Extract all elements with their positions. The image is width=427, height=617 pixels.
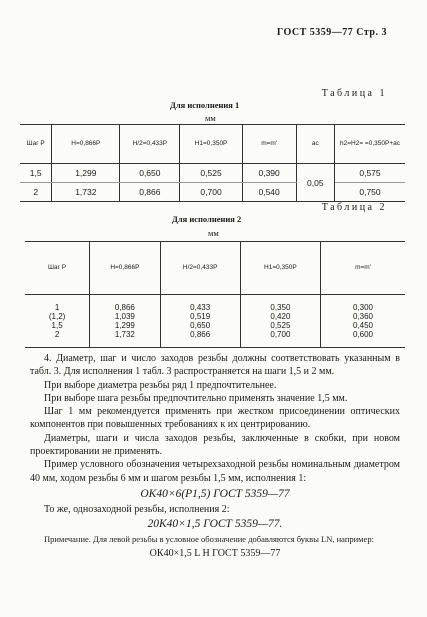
paragraph-4: 4. Диаметр, шаг и число заходов резьбы должны соответствовать указанным в табл. 3. Для исполнения 1 табл. 3 распространяется на шаги 1,5 и 2 мм. [30,353,400,378]
table-row [20,183,405,202]
note: Примечание. Для левой резьбы в условное обозначение добавляются буквы LN, например: [44,533,374,544]
table-cell: 0,866 1,039 1,299 1,732 [90,295,160,348]
paragraph: Диаметры, шаги и числа заходов резьбы, заключенные в скобки, при новом проектировании не применять. [30,432,400,458]
table-row [20,164,405,183]
paragraph: При выборе шага резьбы предпочтительно применять значение 1,5 мм. [44,392,348,404]
table1-unit: мм [205,113,216,123]
table-cell: 0,866 [120,183,180,202]
table1-header-cell: H/2=0,433P [120,125,180,164]
table1-header-cell: m=m' [242,125,296,164]
table-cell: 0,525 [180,164,242,183]
table1-header-cell: h2=H2= =0,350P+ac [335,125,406,164]
paragraph-example: Пример условного обозначения четырехзаходной резьбы номинальным диаметром 40 мм, ходом резьбы 6 мм и шагом резьбы 1,5 мм, исполнения 1: [30,459,400,484]
paragraph: При выборе диаметра резьбы ряд 1 предпочтительнее. [44,379,277,391]
table1-caption: Таблица 1 [321,88,387,99]
designation-formula-3: ОК40×1,5 L Н ГОСТ 5359—77 [149,547,281,559]
table-cell: 1,5 [20,164,52,183]
designation-formula-2: 20К40×1,5 ГОСТ 5359—77. [147,517,283,530]
table2-caption: Таблица 2 [321,202,387,213]
table1-header-cell: Шаг P [20,125,52,164]
body-text [30,352,400,560]
table2-header-cell: m=m' [321,242,405,295]
table-cell: 0,750 [335,183,406,202]
table2-header-cell: H=0,866P [90,242,160,295]
table1 [20,124,405,202]
table-cell: 0,350 0,420 0,525 0,700 [240,295,320,348]
table-cell: 1,732 [52,183,120,202]
table2-header-cell: H/2=0,433P [160,242,240,295]
table1-header-cell: ac [296,125,334,164]
table2-unit: мм [208,228,219,238]
table2-header-cell: Шаг P [25,242,90,295]
paragraph: Шаг 1 мм рекомендуется применять при жестком присоединении оптических компонентов при повышенных требованиях к их центрированию. [30,406,400,431]
table1-header-cell: H1=0,350P [180,125,242,164]
table-cell: 1,299 [52,164,120,183]
table1-header-row [20,125,405,164]
table-cell: 0,540 [242,183,296,202]
table-cell: 1 (1,2) 1,5 2 [25,295,90,348]
table2-header-row [25,242,405,295]
table2-header-cell: H1=0,350P [240,242,320,295]
table-row [25,295,405,348]
table1-header-cell: H=0,866P [52,125,120,164]
table-cell-ac: 0,05 [296,164,334,202]
table-cell: 0,575 [335,164,406,183]
table-cell: 0,300 0,360 0,450 0,600 [321,295,405,348]
table1-subtitle: Для исполнения 1 [170,100,240,110]
table-cell: 2 [20,183,52,202]
page-header: ГОСТ 5359—77 Стр. 3 [276,27,387,38]
paragraph: То же, однозаходной резьбы, исполнения 2: [44,504,230,516]
table-cell: 0,700 [180,183,242,202]
table2-subtitle: Для исполнения 2 [172,214,242,224]
table-cell: 0,650 [120,164,180,183]
table2 [25,241,405,348]
table-cell: 0,390 [242,164,296,183]
table-cell: 0,433 0,519 0,650 0,866 [160,295,240,348]
designation-formula-1: ОК40×6(P1,5) ГОСТ 5359—77 [140,487,290,500]
